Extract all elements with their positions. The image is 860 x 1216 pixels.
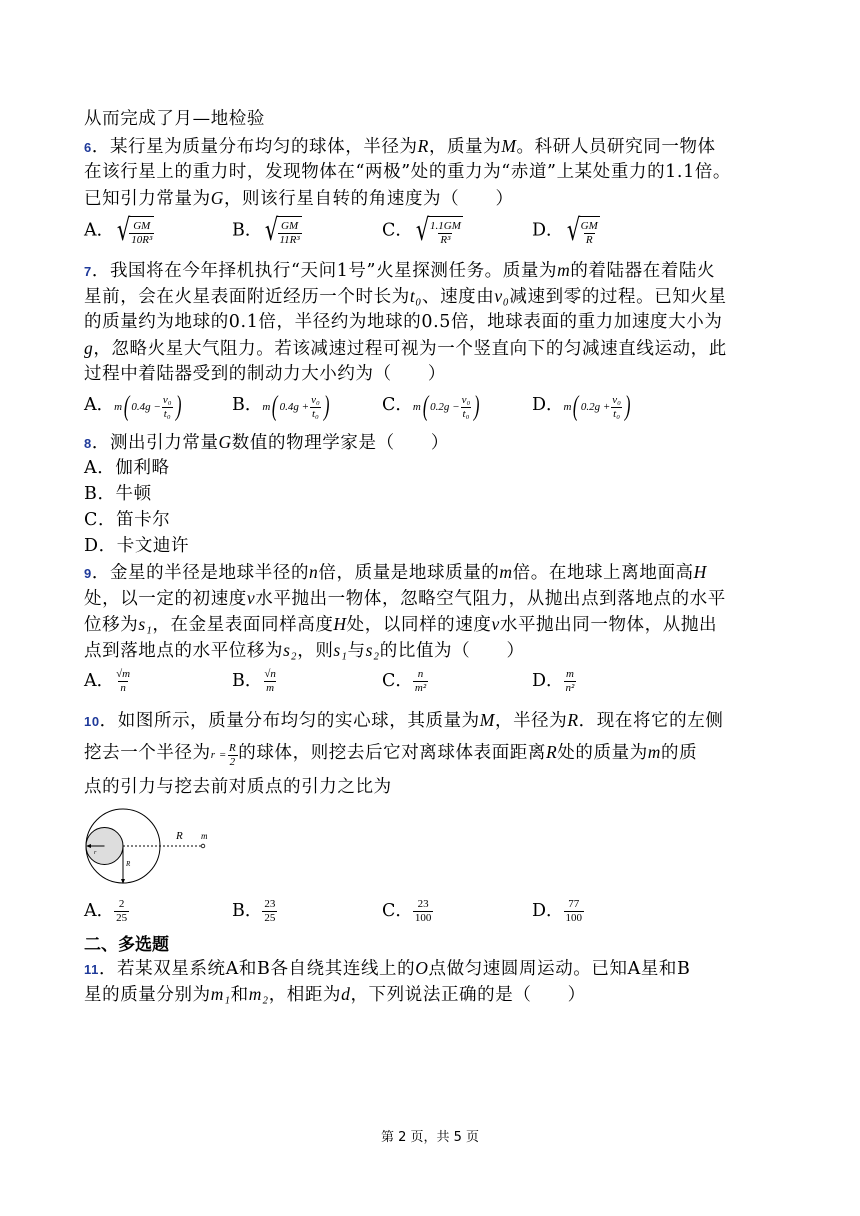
var: m bbox=[647, 742, 662, 762]
text: 从而完成了月—地检验 bbox=[84, 109, 265, 129]
numerator: 23 bbox=[417, 898, 429, 910]
denominator: t₀ bbox=[462, 407, 470, 420]
text: 倍，质量是地球质量的 bbox=[318, 563, 500, 583]
var: H bbox=[693, 562, 707, 582]
var: m bbox=[499, 562, 513, 582]
option-b[interactable] bbox=[232, 392, 331, 422]
text: 、速度由 bbox=[421, 287, 495, 307]
var: s₁ bbox=[333, 640, 348, 660]
text: 水平抛出一物体，忽略空气阻力，从抛出点到落地点的水平 bbox=[255, 589, 726, 609]
question-9-line-3 bbox=[84, 611, 717, 638]
text: ．现在将它的左侧 bbox=[578, 711, 724, 731]
text: 减速到零的过程。已知火星 bbox=[509, 287, 727, 307]
numerator: GM bbox=[580, 220, 598, 232]
sphere-figure bbox=[84, 808, 224, 888]
var: R bbox=[567, 710, 579, 730]
option-c[interactable] bbox=[382, 212, 463, 250]
expression: m ( 0.2g + $\frac{\text{v₀}}{\text{t₀}}$ ) bbox=[563, 391, 631, 422]
text: 水平抛出同一物体，从抛出 bbox=[499, 615, 718, 635]
question-10-line-1 bbox=[84, 707, 723, 735]
expression: m ( 0.4g − $\frac{\text{v₀}}{\text{t₀}}$ ) bbox=[114, 391, 182, 422]
option-a[interactable] bbox=[84, 455, 170, 481]
denominator: 11R³ bbox=[279, 234, 300, 246]
text: 的着陆器在着陆火 bbox=[570, 261, 716, 281]
question-11-line-1 bbox=[84, 955, 691, 983]
text: ，相距为 bbox=[268, 985, 342, 1005]
text: 和 bbox=[230, 985, 249, 1005]
option-c[interactable] bbox=[382, 668, 428, 695]
option-label: D． bbox=[532, 220, 564, 241]
option-label: A． bbox=[84, 671, 115, 691]
var: m bbox=[262, 401, 271, 413]
question-7-line-2 bbox=[84, 283, 727, 310]
text: ，则 bbox=[297, 641, 334, 661]
section-heading: 二、多选题 bbox=[84, 935, 169, 955]
denominator: R³ bbox=[440, 234, 451, 246]
question-7-line-3 bbox=[84, 309, 722, 335]
option-label: C． bbox=[382, 671, 413, 691]
denominator: m bbox=[266, 682, 275, 694]
text: 在该行星上的重力时，发现物体在“两极”处的重力为“赤道”上某处重力的1.1倍。 bbox=[84, 162, 732, 182]
var: R bbox=[546, 742, 558, 762]
denominator: 100 bbox=[565, 912, 583, 924]
var: s₂ bbox=[283, 640, 298, 660]
var: g bbox=[84, 338, 94, 358]
text: 处，以同样的速度 bbox=[346, 615, 492, 635]
text: 点做匀速圆周运动。已知A星和B bbox=[428, 959, 691, 979]
var: s₁ bbox=[138, 614, 153, 634]
option-text: B．牛顿 bbox=[84, 484, 152, 504]
text: ，忽略火星大气阻力。若该减速过程可视为一个竖直向下的匀减速直线运动，此 bbox=[93, 339, 727, 359]
expr-text: 0.2g + bbox=[580, 401, 611, 413]
denominator: 100 bbox=[414, 912, 432, 924]
var: d bbox=[341, 984, 351, 1004]
question-7-line-4 bbox=[84, 335, 727, 362]
option-label: A． bbox=[84, 901, 115, 921]
numerator: 1.1GM bbox=[430, 220, 461, 232]
text: 的质 bbox=[661, 743, 698, 763]
question-number: 9 bbox=[84, 566, 92, 581]
var: G bbox=[218, 432, 232, 452]
text: 的球体，则挖去后它对离球体表面距离 bbox=[238, 743, 546, 763]
var: m₁ bbox=[210, 984, 231, 1004]
radical: √ $\frac{1.1GM}{\text{R³}}$ bbox=[415, 213, 461, 248]
option-label: D． bbox=[532, 395, 564, 415]
question-6-line-2 bbox=[84, 159, 731, 185]
expr-text: 0.4g + bbox=[279, 401, 310, 413]
denominator: t₀ bbox=[163, 407, 171, 420]
numerator: √n bbox=[264, 668, 276, 680]
option-d[interactable] bbox=[532, 212, 600, 250]
question-6-line-1 bbox=[84, 133, 716, 161]
var: O bbox=[415, 958, 429, 978]
question-9-line-2 bbox=[84, 585, 726, 612]
option-a[interactable] bbox=[84, 212, 154, 250]
option-a[interactable] bbox=[84, 668, 132, 695]
question-10-line-2 bbox=[84, 739, 697, 769]
expression bbox=[211, 742, 239, 769]
var: n bbox=[309, 562, 319, 582]
var: v bbox=[246, 588, 256, 608]
expr-text: 0.4g − bbox=[131, 401, 161, 413]
numerator: 77 bbox=[568, 898, 580, 910]
var: v bbox=[491, 614, 500, 634]
denominator: m² bbox=[414, 682, 427, 694]
denominator: 25 bbox=[264, 912, 276, 924]
label-R: R bbox=[176, 830, 183, 842]
option-label: C． bbox=[382, 395, 413, 415]
var: H bbox=[333, 614, 347, 634]
numerator: GM bbox=[281, 220, 299, 232]
denominator: n² bbox=[565, 682, 575, 694]
option-b[interactable] bbox=[232, 212, 302, 250]
label-R-vertical: R bbox=[126, 860, 131, 868]
text: ，下列说法正确的是（ ） bbox=[350, 985, 586, 1005]
question-9-line-1 bbox=[84, 559, 707, 587]
question-8-line-1 bbox=[84, 429, 449, 457]
denominator: t₀ bbox=[312, 407, 319, 420]
numerator: v₀ bbox=[612, 393, 621, 406]
radical: √ $\frac{GM}{R}$ bbox=[566, 213, 598, 248]
text: 星前，会在火星表面附近经历一个时长为 bbox=[84, 287, 410, 307]
option-a[interactable] bbox=[84, 898, 129, 925]
text: ．我国将在今年择机执行“天问1号”火星探测任务。质量为 bbox=[91, 261, 558, 281]
question-6-line-3 bbox=[84, 185, 514, 212]
radical: √ $\frac{GM}{\text{11R³}}$ bbox=[265, 213, 300, 248]
var: m bbox=[563, 401, 572, 413]
var: M bbox=[501, 136, 517, 156]
text: 点的引力与挖去前对质点的引力之比为 bbox=[84, 777, 392, 797]
expr-text: r = bbox=[210, 749, 227, 761]
question-7-line-1 bbox=[84, 257, 715, 285]
var: m bbox=[114, 401, 123, 413]
text: ，在金星表面同样高度 bbox=[152, 615, 334, 635]
text-line bbox=[84, 106, 265, 132]
denominator: 2 bbox=[229, 755, 236, 768]
numerator: n bbox=[417, 668, 424, 680]
option-label: B． bbox=[232, 901, 263, 921]
option-a[interactable] bbox=[84, 392, 183, 422]
question-10-line-3 bbox=[84, 774, 392, 800]
var: G bbox=[210, 188, 224, 208]
numerator: v₀ bbox=[461, 393, 471, 406]
point-mass bbox=[201, 844, 205, 848]
option-label: C． bbox=[382, 901, 413, 921]
text: ，质量为 bbox=[428, 137, 502, 157]
text: 处，以一定的初速度 bbox=[84, 589, 247, 609]
text: 处的质量为 bbox=[557, 743, 648, 763]
text: ，则该行星自转的角速度为（ ） bbox=[223, 189, 514, 209]
expr-text: 0.2g − bbox=[430, 401, 460, 413]
option-label: B． bbox=[232, 395, 263, 415]
var: R bbox=[417, 136, 429, 156]
label-m: m bbox=[201, 831, 208, 841]
var: t₀ bbox=[409, 286, 422, 306]
text: ．测出引力常量 bbox=[91, 433, 219, 453]
numerator: R bbox=[228, 741, 237, 754]
var: m bbox=[412, 401, 421, 413]
option-label: A． bbox=[84, 220, 115, 241]
denominator: n bbox=[120, 682, 126, 694]
option-label: C． bbox=[382, 220, 413, 241]
option-text: C．笛卡尔 bbox=[84, 510, 171, 530]
text: 星的质量分别为 bbox=[84, 985, 211, 1005]
option-c[interactable] bbox=[84, 507, 170, 533]
option-d[interactable] bbox=[532, 898, 584, 925]
option-d[interactable] bbox=[532, 392, 632, 422]
text: ．如图所示，质量分布均匀的实心球，其质量为 bbox=[99, 711, 480, 731]
text: 。科研人员研究同一物体 bbox=[516, 137, 716, 157]
denominator: 10R³ bbox=[131, 234, 153, 246]
question-number: 6 bbox=[84, 140, 92, 155]
var: m bbox=[557, 260, 571, 280]
page-footer: 第 2 页，共 5 页 bbox=[380, 1130, 480, 1145]
var: m₂ bbox=[248, 984, 269, 1004]
option-d[interactable] bbox=[84, 533, 189, 559]
option-b[interactable] bbox=[232, 668, 278, 695]
option-text: A．伽利略 bbox=[84, 458, 170, 478]
numerator: 23 bbox=[264, 898, 276, 910]
question-7-line-5 bbox=[84, 361, 446, 387]
option-c[interactable] bbox=[382, 898, 433, 925]
denominator: 25 bbox=[116, 912, 128, 924]
text: ，半径为 bbox=[494, 711, 568, 731]
denominator: t₀ bbox=[613, 407, 621, 420]
question-number: 8 bbox=[84, 436, 92, 451]
question-9-line-4 bbox=[84, 637, 525, 664]
numerator: v₀ bbox=[311, 393, 320, 406]
var: M bbox=[479, 710, 495, 730]
radical: √ $\frac{GM}{\text{10R³}}$ bbox=[117, 213, 153, 248]
option-label: A． bbox=[84, 395, 115, 415]
numerator: √m bbox=[116, 668, 131, 680]
option-label: D． bbox=[532, 671, 564, 691]
question-number: 11 bbox=[84, 962, 99, 977]
question-number: 7 bbox=[84, 264, 92, 279]
text: 挖去一个半径为 bbox=[84, 743, 211, 763]
text: 已知引力常量为 bbox=[84, 189, 211, 209]
numerator: v₀ bbox=[162, 393, 172, 406]
var: v₀ bbox=[494, 286, 510, 306]
text: ．金星的半径是地球半径的 bbox=[91, 563, 310, 583]
option-label: B． bbox=[232, 671, 263, 691]
text: 的质量约为地球的0.1倍，半径约为地球的0.5倍，地球表面的重力加速度大小为 bbox=[84, 312, 723, 332]
option-d[interactable] bbox=[532, 668, 576, 695]
option-b[interactable] bbox=[84, 481, 152, 507]
option-text: D．卡文迪许 bbox=[84, 536, 190, 556]
numerator: GM bbox=[133, 220, 151, 232]
label-r: r bbox=[94, 850, 97, 856]
text: 过程中着陆器受到的制动力大小约为（ ） bbox=[84, 364, 446, 384]
text: 的比值为（ ） bbox=[379, 641, 525, 661]
text: 与 bbox=[347, 641, 366, 661]
option-label: B． bbox=[232, 220, 263, 241]
text: 位移为 bbox=[84, 615, 139, 635]
numerator: m bbox=[565, 668, 574, 680]
var: s₂ bbox=[365, 640, 380, 660]
question-11-line-2 bbox=[84, 981, 586, 1008]
text: 倍。在地球上离地面高 bbox=[512, 563, 694, 583]
denominator: R bbox=[585, 234, 593, 246]
text: ．某行星为质量分布均匀的球体，半径为 bbox=[91, 137, 418, 157]
option-b[interactable] bbox=[232, 898, 277, 925]
text: ．若某双星系统A和B各自绕其连线上的 bbox=[98, 959, 416, 979]
numerator: 2 bbox=[118, 898, 125, 910]
text: 数值的物理学家是（ ） bbox=[231, 433, 449, 453]
expression: m ( 0.4g + $\frac{\text{v₀}}{\text{t₀}}$ ) bbox=[262, 391, 330, 422]
text: 点到落地点的水平位移为 bbox=[84, 641, 284, 661]
question-number: 10 bbox=[84, 714, 100, 729]
option-c[interactable] bbox=[382, 392, 482, 422]
option-label: D． bbox=[532, 901, 564, 921]
expression: m ( 0.2g − $\frac{\text{v₀}}{\text{t₀}}$ ) bbox=[412, 391, 480, 422]
